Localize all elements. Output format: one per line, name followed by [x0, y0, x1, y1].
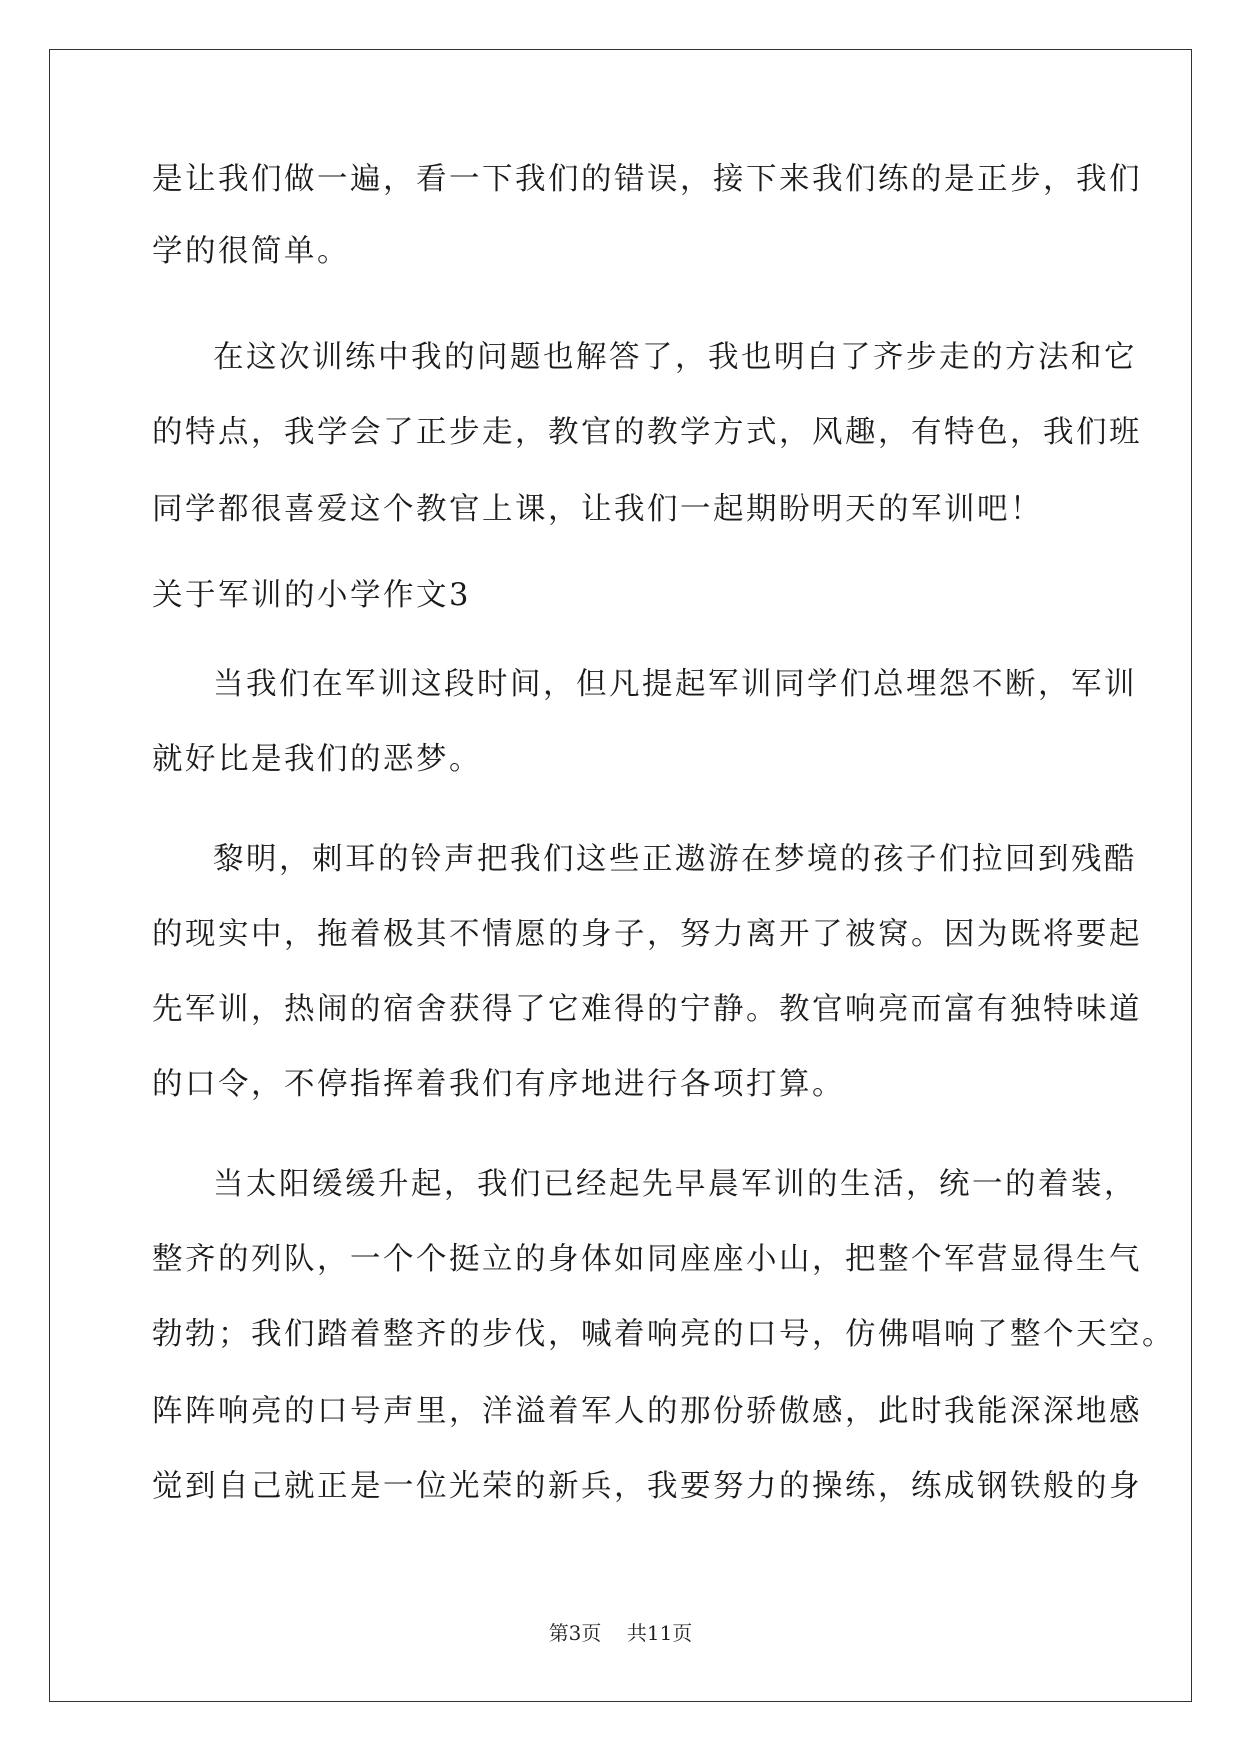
text-line: 就好比是我们的恶梦。 [152, 742, 482, 777]
paragraph-start-line: 当太阳缓缓升起，我们已经起先早晨军训的生活，统一的着装， [213, 1167, 1137, 1202]
text-line: 的特点，我学会了正步走，教官的教学方式，风趣，有特色，我们班 [152, 415, 1142, 450]
paragraph-start-line: 在这次训练中我的问题也解答了，我也明白了齐步走的方法和它 [213, 340, 1137, 375]
page-total: 共11页 [626, 1621, 693, 1645]
text-line: 的口令，不停指挥着我们有序地进行各项打算。 [152, 1067, 845, 1102]
text-line: 觉到自己就正是一位光荣的新兵，我要努力的操练，练成钢铁般的身 [152, 1469, 1142, 1504]
text-line: 学的很简单。 [152, 234, 350, 269]
text-line: 先军训，热闹的宿舍获得了它难得的宁静。教官响亮而富有独特味道 [152, 992, 1142, 1027]
text-line: 阵阵响亮的口号声里，洋溢着军人的那份骄傲感，此时我能深深地感 [152, 1394, 1142, 1429]
section-heading: 关于军训的小学作文3 [152, 578, 471, 613]
text-line: 整齐的列队，一个个挺立的身体如同座座小山，把整个军营显得生气 [152, 1242, 1142, 1277]
page-footer [0, 1621, 1241, 1645]
text-line: 的现实中，拖着极其不情愿的身子，努力离开了被窝。因为既将要起 [152, 917, 1142, 952]
text-line: 同学都很喜爱这个教官上课，让我们一起期盼明天的军训吧！ [152, 492, 1043, 527]
page-number: 第3页 [548, 1621, 602, 1645]
text-line: 勃勃；我们踏着整齐的步伐，喊着响亮的口号，仿佛唱响了整个天空。 [152, 1317, 1175, 1352]
paragraph-start-line: 当我们在军训这段时间，但凡提起军训同学们总埋怨不断，军训 [213, 667, 1137, 702]
paragraph-start-line: 黎明，刺耳的铃声把我们这些正遨游在梦境的孩子们拉回到残酷 [213, 842, 1137, 877]
text-line: 是让我们做一遍，看一下我们的错误，接下来我们练的是正步，我们 [152, 162, 1142, 197]
